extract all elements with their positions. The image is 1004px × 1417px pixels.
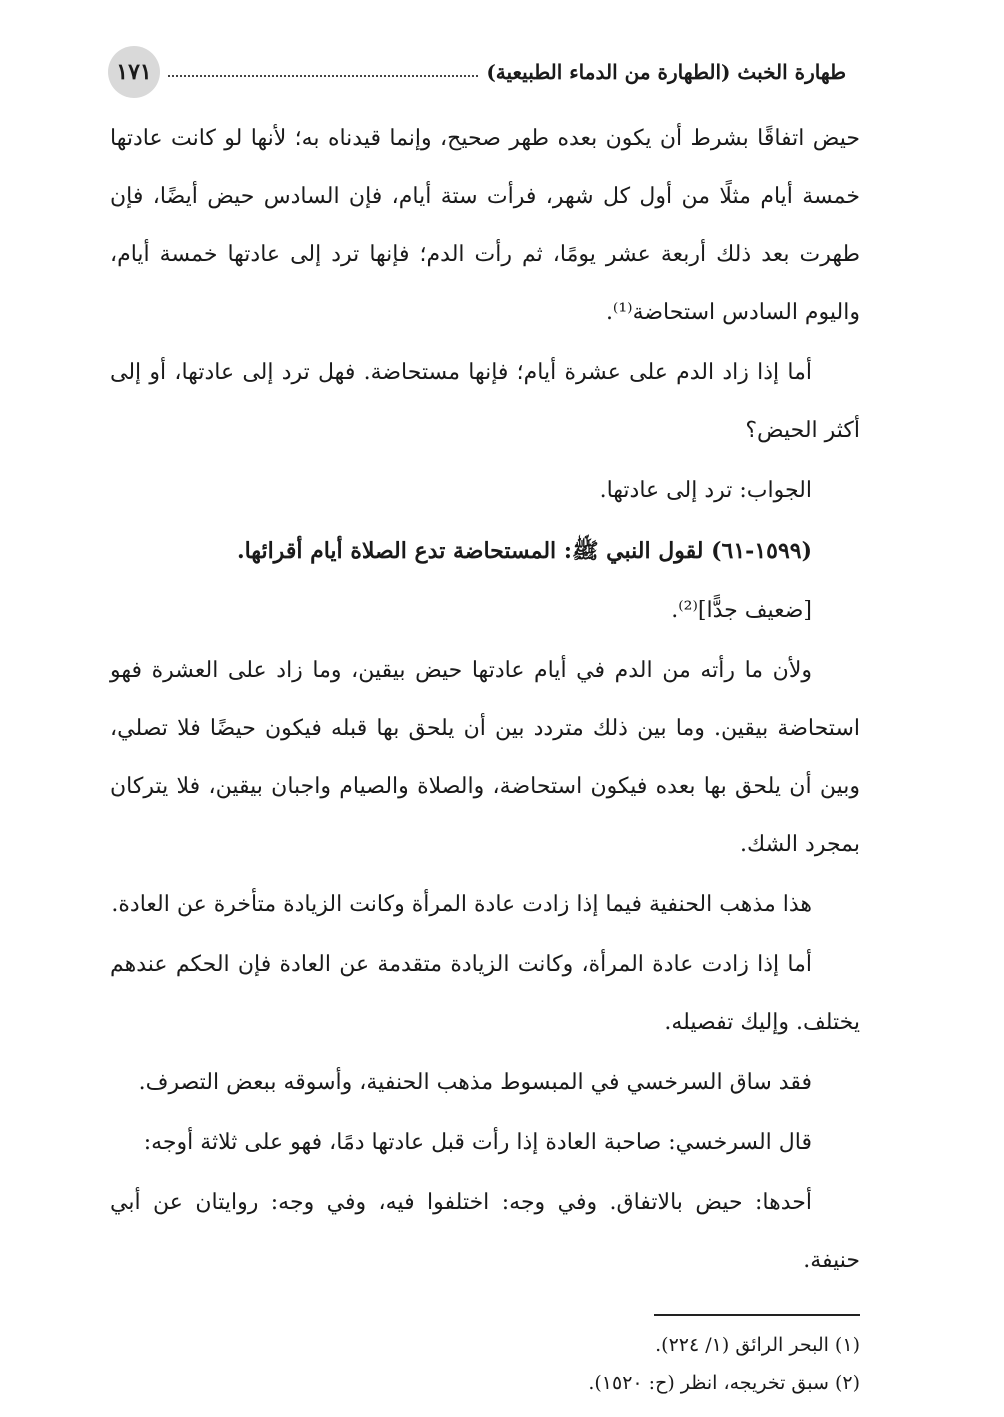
paragraph: هذا مذهب الحنفية فيما إذا زادت عادة المرأة وكانت الزيادة متأخرة عن العادة. [111, 892, 812, 917]
paragraph: أحدها: حيض بالاتفاق. وفي وجه: اختلفوا فيه، وفي وجه: روايتان عن أبي حنيفة. [110, 1190, 860, 1273]
footnote-separator [654, 1314, 860, 1316]
paragraph: أما إذا زادت عادة المرأة، وكانت الزيادة متقدمة عن العادة فإن الحكم عندهم يختلف. وإليك تفصيله. [110, 952, 860, 1035]
footnotes [110, 1326, 860, 1402]
footnote: (٢) سبق تخريجه، انظر (ح: ١٥٢٠). [588, 1372, 860, 1394]
paragraph: الجواب: ترد إلى عادتها. [599, 478, 812, 503]
paragraph: فقد ساق السرخسي في المبسوط مذهب الحنفية، وأسوقه ببعض التصرف. [138, 1070, 812, 1095]
paragraph: ولأن ما رأته من الدم في أيام عادتها حيض بيقين، وما زاد على العشرة فهو استحاضة بيقين. وما بين ذلك متردد بين أن يلحق بها قبله فيكون حيضًا فلا تصلي، وبين أن يلحق بها بعده فيكون استحاضة، والصلاة والصيام واجبان بيقين، فلا يتركان بمجرد الشك. [110, 658, 860, 857]
paragraph: قال السرخسي: صاحبة العادة إذا رأت قبل عادتها دمًا، فهو على ثلاثة أوجه: [143, 1130, 812, 1155]
grading-note: [ضعيف جدًّا]⁽²⁾. [671, 598, 812, 623]
paragraph: حيض اتفاقًا بشرط أن يكون بعده طهر صحيح، وإنما قيدناه به؛ لأنها لو كانت عادتها خمسة أيام مثلًا من أول كل شهر، فرأت ستة أيام، فإن السادس حيض أيضًا، فإن طهرت بعد ذلك أربعة عشر يومًا، ثم رأت الدم؛ فإنها ترد إلى عادتها خمسة أيام، واليوم السادس استحاضة⁽¹⁾. [110, 126, 860, 325]
paragraph: أما إذا زاد الدم على عشرة أيام؛ فإنها مستحاضة. فهل ترد إلى عادتها، أو إلى أكثر الحيض؟ [110, 360, 860, 443]
main-text [110, 110, 860, 1290]
hadith-citation: (١٥٩٩-٦١) لقول النبي ﷺ: المستحاضة تدع الصلاة أيام أقرائها. [236, 538, 812, 564]
book-page [110, 40, 860, 1402]
page-number-badge: ١٧١ [108, 46, 160, 98]
chapter-title: طهارة الخبث (الطهارة من الدماء الطبيعية) [486, 60, 846, 84]
header-dotted-leader [168, 75, 478, 77]
running-header [110, 40, 860, 104]
footnote: (١) البحر الرائق (١/ ٢٢٤). [655, 1334, 860, 1356]
